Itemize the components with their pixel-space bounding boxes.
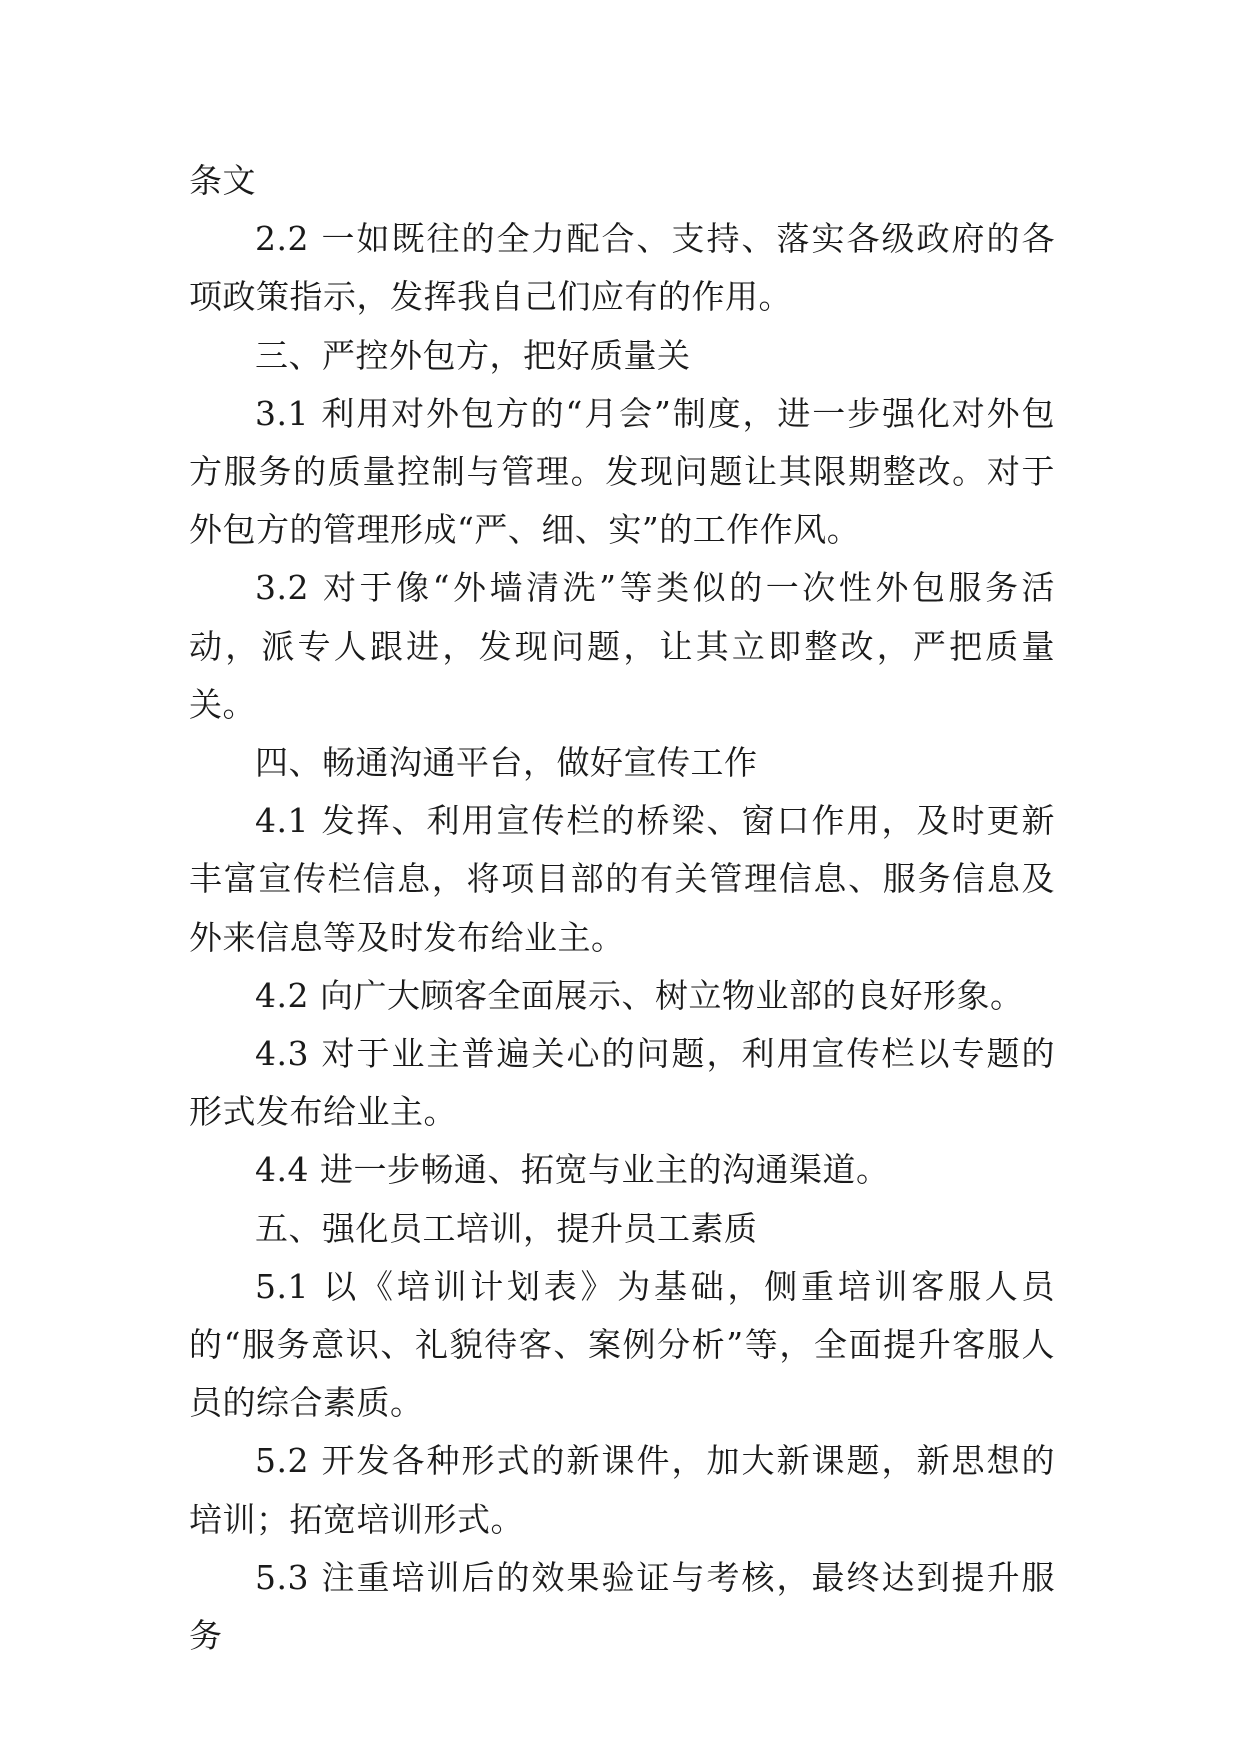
section-heading-4: 四、畅通沟通平台，做好宣传工作 — [255, 743, 758, 783]
paragraph-3-1: 3.1 利用对外包方的“月会”制度，进一步强化对外包方服务的质量控制与管理。发现问题让其限期整改。对于外包方的管理形成“严、细、实”的工作作风。 — [189, 393, 1055, 550]
paragraph-5-2: 5.2 开发各种形式的新课件，加大新课题，新思想的培训；拓宽培训形式。 — [189, 1441, 1055, 1539]
paragraph-3-2: 3.2 对于像“外墙清洗”等类似的一次性外包服务活动，派专人跟进，发现问题，让其立即整改，严把质量关。 — [189, 568, 1055, 724]
paragraph-2-2: 2.2 一如既往的全力配合、支持、落实各级政府的各项政策指示，发挥我自己们应有的作用。 — [189, 219, 1055, 317]
paragraph-5-1: 5.1 以《培训计划表》为基础，侧重培训客服人员的“服务意识、礼貌待客、案例分析”等，全面提升客服人员的综合素质。 — [189, 1266, 1055, 1423]
paragraph-4-3: 4.3 对于业主普遍关心的问题，利用宣传栏以专题的形式发布给业主。 — [189, 1034, 1055, 1132]
section-heading-5: 五、强化员工培训，提升员工素质 — [255, 1208, 758, 1248]
section-heading-3: 三、严控外包方，把好质量关 — [255, 335, 691, 375]
paragraph-4-4: 4.4 进一步畅通、拓宽与业主的沟通渠道。 — [255, 1150, 890, 1190]
paragraph-4-1: 4.1 发挥、利用宣传栏的桥梁、窗口作用，及时更新丰富宣传栏信息，将项目部的有关管理信息、服务信息及外来信息等及时发布给业主。 — [189, 801, 1055, 957]
paragraph-5-3: 5.3 注重培训后的效果验证与考核，最终达到提升服务 — [189, 1557, 1055, 1656]
paragraph-continuation: 条文 — [189, 161, 256, 200]
paragraph-4-2: 4.2 向广大顾客全面展示、树立物业部的良好形象。 — [255, 975, 1024, 1015]
document-body — [189, 152, 1055, 1665]
